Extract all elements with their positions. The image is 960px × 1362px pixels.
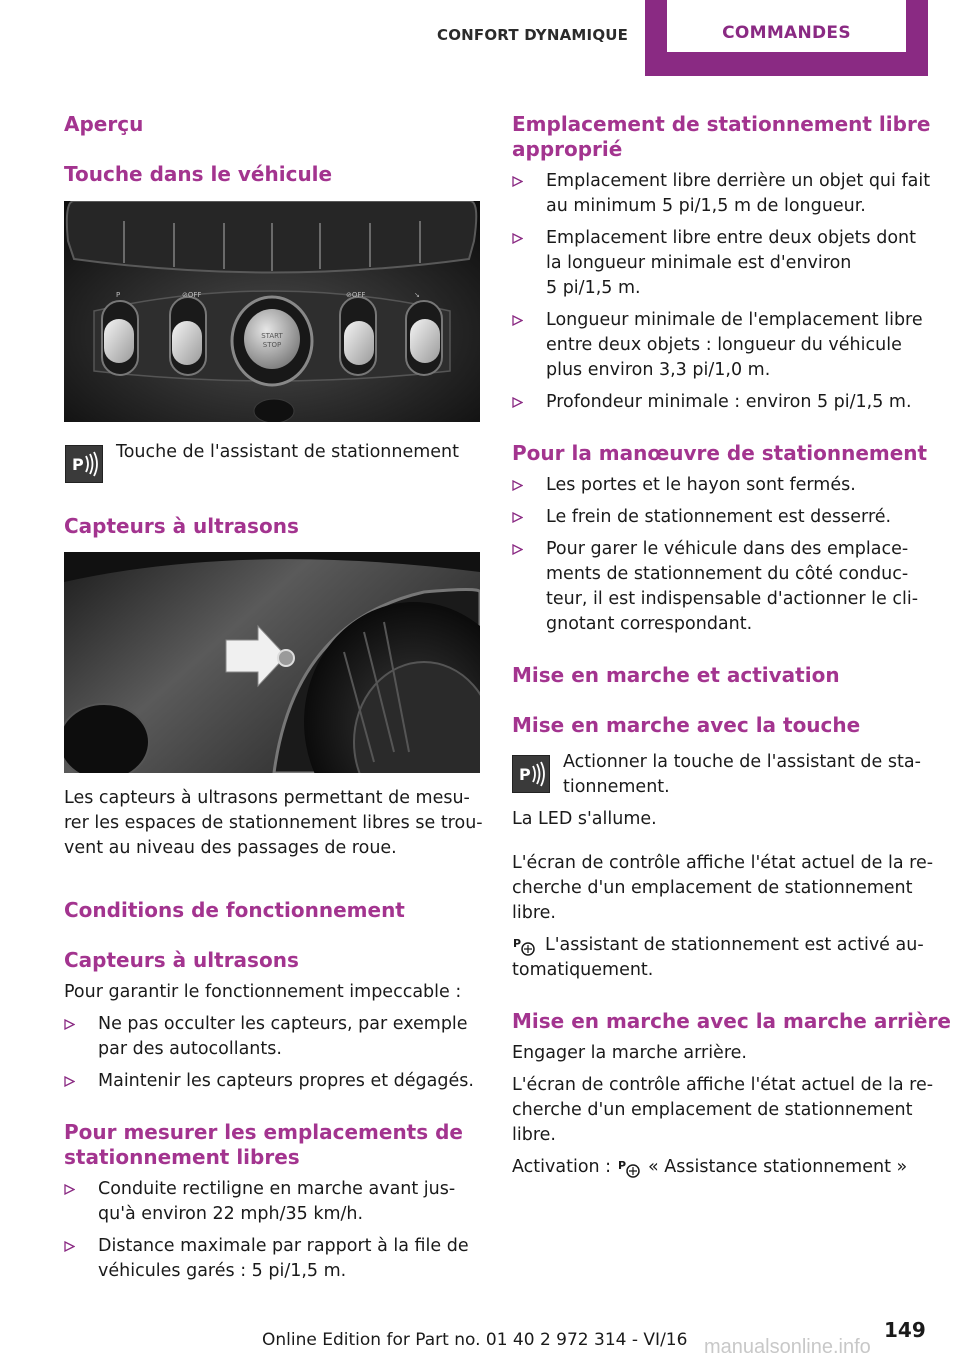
list-item — [512, 169, 930, 219]
bullet-triangle-icon — [64, 1184, 75, 1195]
parking-sensor-icon — [618, 1157, 642, 1179]
text-line: L'écran de contrôle affiche l'état actuel de la re- — [512, 853, 934, 873]
text-line: Les portes et le hayon sont fermés. — [546, 475, 856, 495]
text-line: 5 pi/1,5 m. — [546, 278, 641, 298]
text-line: au minimum 5 pi/1,5 m de longueur. — [546, 196, 866, 216]
text-line: vent au niveau des passages de roue. — [64, 838, 397, 858]
text-line: la longueur minimale est d'environ — [546, 253, 852, 273]
heading-line: stationnement libres — [64, 1145, 300, 1169]
heading-line: Emplacement de stationnement libre — [512, 112, 931, 136]
text-line: Longueur minimale de l'emplacement libre — [546, 310, 923, 330]
bullet-triangle-icon — [512, 315, 523, 326]
heading-marche-arriere: Mise en marche avec la marche arrière — [512, 1009, 951, 1033]
heading-line: approprié — [512, 137, 623, 161]
heading-conditions: Conditions de fonctionnement — [64, 898, 405, 922]
text-line: Emplacement libre derrière un objet qui fait — [546, 171, 931, 191]
switch-panel-photo — [64, 201, 480, 422]
text-line: Distance maximale par rapport à la file de — [98, 1236, 469, 1256]
ultrasonic-sensor-photo — [64, 552, 480, 773]
bullet-triangle-icon — [64, 1076, 75, 1087]
list-item — [512, 537, 918, 637]
heading-apercu: Aperçu — [64, 112, 144, 136]
text-line: Pour garer le véhicule dans des emplace- — [546, 539, 909, 559]
text-line: Actionner la touche de l'assistant de sta- — [563, 752, 921, 772]
text-line: Ne pas occulter les capteurs, par exemple — [98, 1014, 468, 1034]
svg-text:⊘OFF: ⊘OFF — [182, 291, 202, 299]
footer-edition: Online Edition for Part no. 01 40 2 972 314 - VI/16 — [262, 1330, 688, 1350]
text-line: libre. — [512, 903, 556, 923]
text-line: Conduite rectiligne en marche avant jus- — [98, 1179, 456, 1199]
svg-text:P: P — [116, 291, 121, 299]
heading-line: Pour mesurer les emplacements de — [64, 1120, 463, 1144]
text-line: qu'à environ 22 mph/35 km/h. — [98, 1204, 364, 1224]
text-line: Maintenir les capteurs propres et dégagés. — [98, 1071, 474, 1091]
text-line: tionnement. — [563, 777, 670, 797]
text-line: cherche d'un emplacement de stationnement — [512, 878, 913, 898]
list-item — [64, 1234, 469, 1284]
svg-text:STOP: STOP — [262, 341, 282, 349]
text-line: tomatiquement. — [512, 960, 654, 980]
text-line: ments de stationnement du côté conduc- — [546, 564, 909, 584]
bullet-triangle-icon — [512, 512, 523, 523]
list-item — [512, 390, 912, 415]
bullet-triangle-icon — [64, 1241, 75, 1252]
bullet-triangle-icon — [64, 1019, 75, 1030]
bullet-triangle-icon — [512, 233, 523, 244]
list-item — [512, 473, 856, 498]
svg-text:P: P — [72, 455, 84, 474]
paragraph-engager: Engager la marche arrière. — [512, 1043, 747, 1063]
svg-text:START: START — [261, 332, 283, 340]
paragraph-actionner — [563, 750, 921, 800]
text-line: L'écran de contrôle affiche l'état actuel de la re- — [512, 1075, 934, 1095]
list-item — [512, 308, 923, 383]
bullet-triangle-icon — [512, 480, 523, 491]
heading-manoeuvre: Pour la manœuvre de stationnement — [512, 441, 928, 465]
svg-text:P: P — [618, 1159, 627, 1172]
paragraph-ecran-2 — [512, 1073, 933, 1148]
heading-touche-vehicule: Touche dans le véhicule — [64, 162, 333, 186]
caption-touche-assistant: Touche de l'assistant de stationnement — [116, 442, 459, 462]
list-item — [512, 226, 916, 301]
paragraph-led: La LED s'allume. — [512, 809, 657, 829]
bullet-triangle-icon — [512, 397, 523, 408]
text-line: L'assistant de stationnement est activé au- — [545, 935, 924, 955]
activation-value: « Assistance stationnement » — [648, 1157, 908, 1177]
watermark: manualsonline.info — [704, 1336, 871, 1358]
activation-label: Activation : — [512, 1157, 612, 1177]
svg-text:P: P — [513, 937, 522, 950]
list-item — [64, 1069, 474, 1094]
heading-mesurer — [64, 1120, 463, 1170]
text-line: plus environ 3,3 pi/1,0 m. — [546, 360, 771, 380]
text-line: entre deux objets : longueur du véhicule — [546, 335, 902, 355]
text-line: gnotant correspondant. — [546, 614, 753, 634]
heading-emplacement — [512, 112, 930, 162]
heading-mise-en-marche: Mise en marche et activation — [512, 663, 840, 687]
paragraph-ecran-1 — [512, 851, 933, 926]
header-section-title: CONFORT DYNAMIQUE — [437, 26, 629, 44]
text-line: Les capteurs à ultrasons permettant de mesu- — [64, 788, 470, 808]
parking-sensor-icon — [513, 935, 537, 957]
bullet-triangle-icon — [512, 176, 523, 187]
paragraph-garantir: Pour garantir le fonctionnement impeccable : — [64, 982, 462, 1002]
page-number: 149 — [884, 1318, 926, 1342]
heading-mise-avec-touche: Mise en marche avec la touche — [512, 713, 861, 737]
svg-text:↘: ↘ — [414, 291, 420, 299]
text-line: libre. — [512, 1125, 556, 1145]
text-line: par des autocollants. — [98, 1039, 282, 1059]
bullet-triangle-icon — [512, 544, 523, 555]
list-item — [512, 505, 891, 530]
list-item — [64, 1012, 468, 1062]
svg-text:P: P — [519, 765, 531, 784]
heading-capteurs-ultrasons-2: Capteurs à ultrasons — [64, 948, 299, 972]
text-line: cherche d'un emplacement de stationnement — [512, 1100, 913, 1120]
heading-capteurs-ultrasons: Capteurs à ultrasons — [64, 514, 299, 538]
text-line: véhicules garés : 5 pi/1,5 m. — [98, 1261, 347, 1281]
text-line: rer les espaces de stationnement libres se trou- — [64, 813, 483, 833]
parking-assistant-icon — [65, 445, 103, 483]
header-tab — [645, 0, 928, 76]
parking-assistant-icon — [512, 755, 550, 793]
text-line: teur, il est indispensable d'actionner le cli- — [546, 589, 919, 609]
text-line: Le frein de stationnement est desserré. — [546, 507, 892, 527]
header-tab-inner — [667, 0, 906, 52]
text-line: Emplacement libre entre deux objets dont — [546, 228, 916, 248]
text-line: Profondeur minimale : environ 5 pi/1,5 m. — [546, 392, 912, 412]
list-item — [64, 1177, 455, 1227]
header-tab-label: COMMANDES — [722, 23, 851, 43]
svg-text:⊘OFF: ⊘OFF — [346, 291, 366, 299]
